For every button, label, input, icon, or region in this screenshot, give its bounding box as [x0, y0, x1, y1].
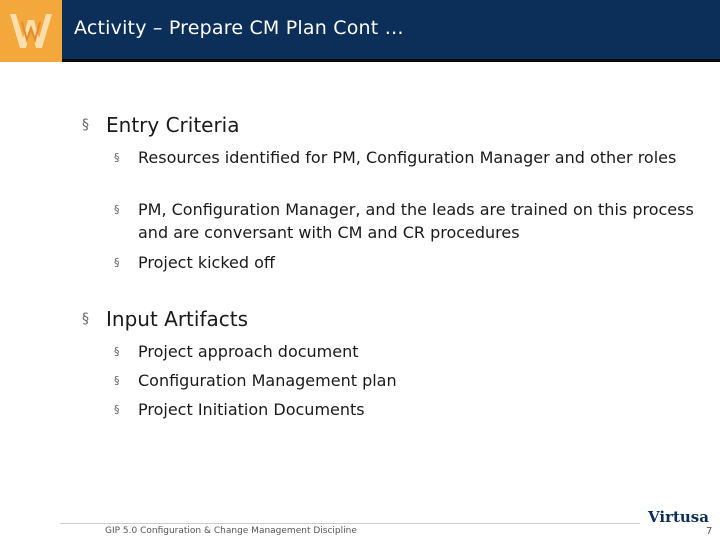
- slide-header: [0, 0, 720, 62]
- list-item: § Resources identified for PM, Configuration Manager and other roles: [114, 148, 677, 167]
- bullet-icon: §: [114, 345, 120, 358]
- footer-text: GIP 5.0 Configuration & Change Management Discipline: [105, 526, 357, 536]
- list-item: § Project Initiation Documents: [114, 400, 365, 419]
- bullet-icon: §: [114, 403, 120, 416]
- list-item: § Project kicked off: [114, 253, 275, 272]
- footer-divider: [60, 523, 640, 524]
- bullet-icon: §: [114, 203, 120, 216]
- list-item: § PM, Configuration Manager, and the leads are trained on this process and are conversant with CM and CR procedures: [114, 200, 694, 242]
- list-item: § Configuration Management plan: [114, 371, 397, 390]
- bullet-icon: §: [114, 256, 120, 269]
- bullet-icon: §: [114, 151, 120, 164]
- slide-title: Activity – Prepare CM Plan Cont …: [74, 17, 404, 39]
- list-item: § Project approach document: [114, 342, 359, 361]
- page-number: 7: [706, 526, 713, 537]
- w-logo-icon: [0, 0, 62, 62]
- title-bar: [62, 0, 720, 62]
- company-logo: [0, 0, 62, 62]
- bullet-icon: §: [114, 374, 120, 387]
- bullet-icon: §: [82, 117, 89, 133]
- brand-logo: Virtusa: [648, 508, 709, 526]
- bullet-icon: §: [82, 311, 89, 327]
